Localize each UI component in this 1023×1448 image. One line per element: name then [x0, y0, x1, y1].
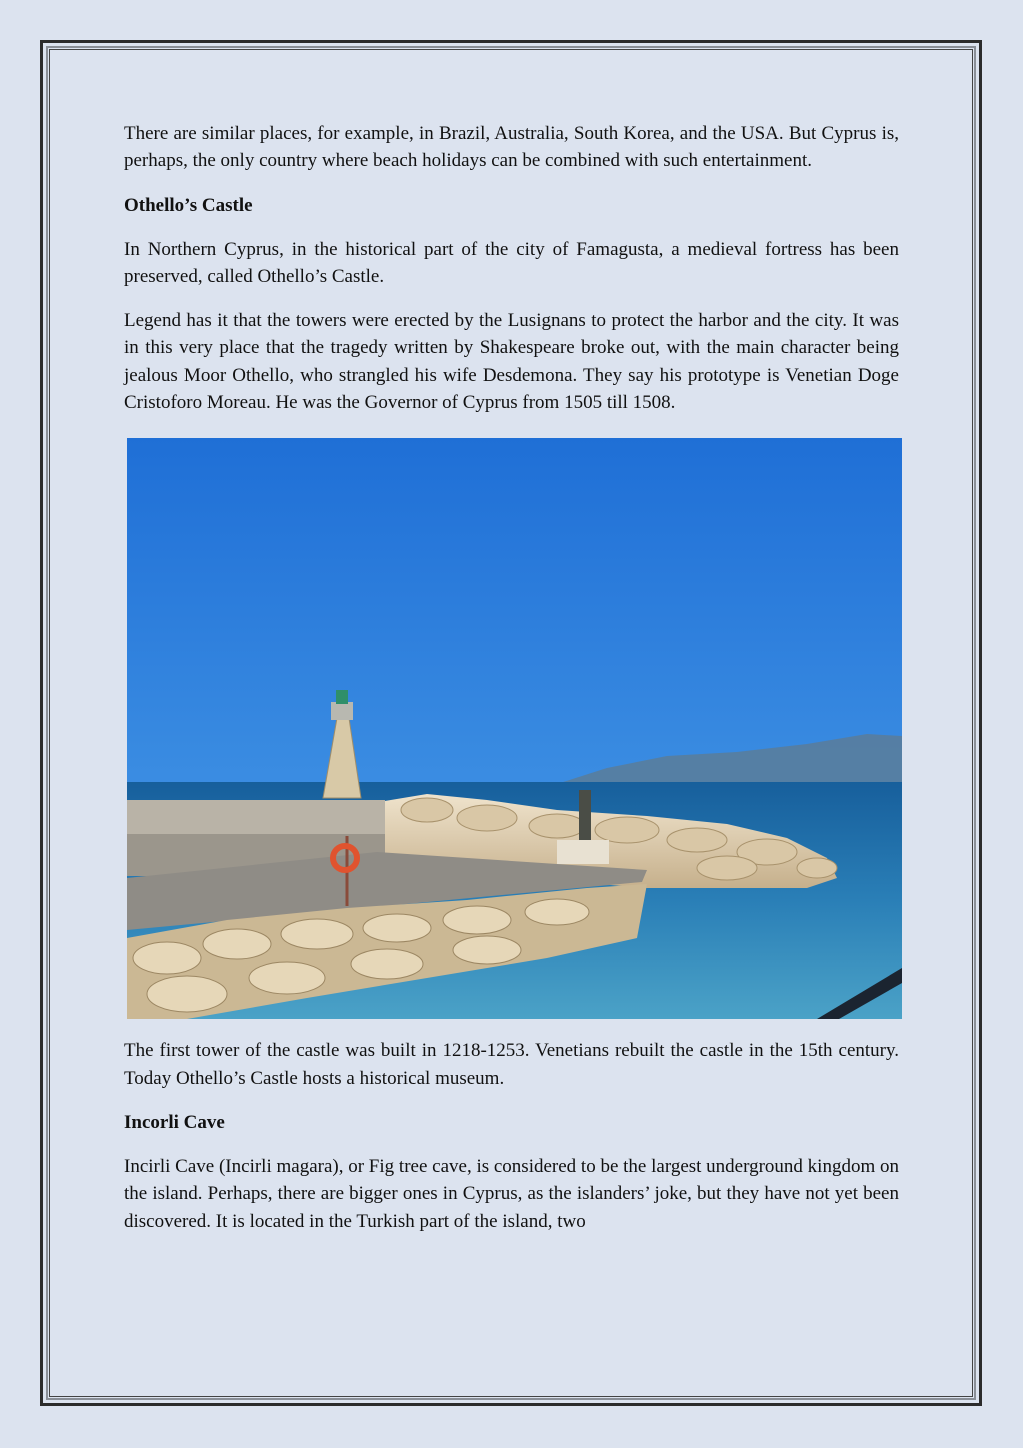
- paragraph-first-tower: The first tower of the castle was built in 1218-1253. Venetians rebuilt the castle in the 15th century. Today Othello’s Castle hosts a historical museum.: [124, 1040, 899, 1089]
- heading-othello-castle: Othello’s Castle: [124, 194, 253, 216]
- statue-pedestal: [557, 840, 609, 864]
- lighthouse-lamp: [336, 690, 348, 704]
- lighthouse-lamp-base: [331, 702, 353, 720]
- harbor-wall: [127, 800, 385, 838]
- paragraph-intro: There are similar places, for example, in Brazil, Australia, South Korea, and the USA. But Cyprus is, perhaps, the only country where beach holidays can be combined with such entertainment.: [124, 123, 899, 172]
- harbor-photo-illustration: [127, 438, 902, 1019]
- harbor-photo: [127, 438, 902, 1019]
- heading-incorli-cave: Incorli Cave: [124, 1111, 225, 1133]
- statue: [579, 790, 591, 842]
- paragraph-famagusta: In Northern Cyprus, in the historical part of the city of Famagusta, a medieval fortress has been preserved, called Othello’s Castle.: [124, 238, 899, 287]
- document-body: [124, 120, 899, 1252]
- paragraph-incirli: Incirli Cave (Incirli magara), or Fig tree cave, is considered to be the largest underground kingdom on the island. Perhaps, there are bigger ones in Cyprus, as the islanders’ joke, but they have not yet been discovered. It is located in the Turkish part of the island, two: [124, 1155, 899, 1232]
- paragraph-legend: Legend has it that the towers were erected by the Lusignans to protect the harbor and the city. It was in this very place that the tragedy written by Shakespeare broke out, with the main character being jealous Moor Othello, who strangled his wife Desdemona. They say his prototype is Venetian Doge Cristoforo Moreau. He was the Governor of Cyprus from 1505 till 1508.: [124, 310, 899, 414]
